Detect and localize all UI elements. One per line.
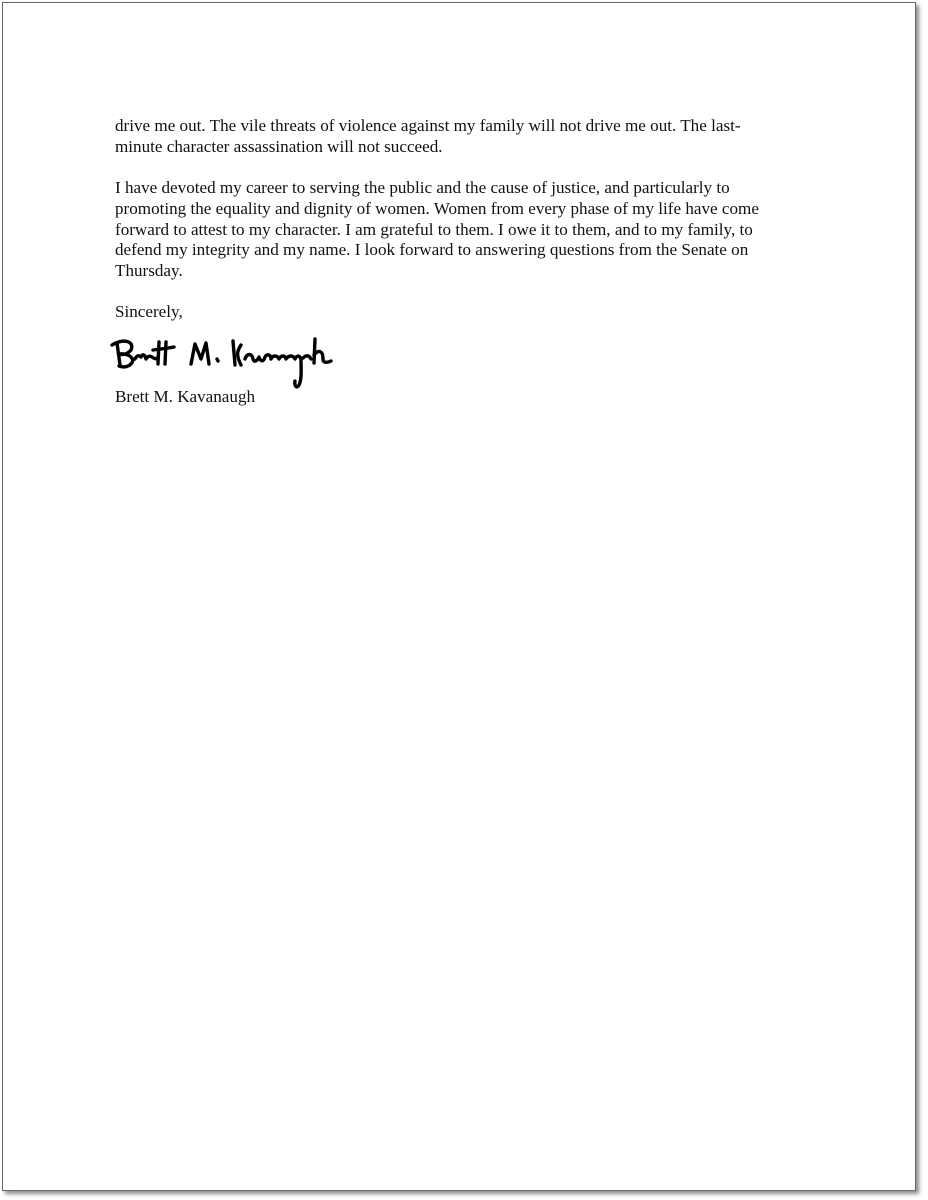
paragraph-line: minute character assassination will not succeed. <box>115 136 443 156</box>
signer-name: Brett M. Kavanaugh <box>115 387 256 406</box>
paragraph-2 <box>115 178 815 282</box>
paragraph-line: drive me out. The vile threats of violence against my family will not drive me out. The last- <box>115 116 741 135</box>
document-page <box>2 2 916 1191</box>
paragraph-1 <box>115 116 815 157</box>
paragraph-line: promoting the equality and dignity of women. Women from every phase of my life have come <box>115 198 759 218</box>
paragraph-line: defend my integrity and my name. I look forward to answering questions from the Senate on <box>115 240 749 260</box>
letter-body <box>115 116 815 323</box>
paragraph-line: Thursday. <box>115 260 183 280</box>
paragraph-line: forward to attest to my character. I am grateful to them. I owe it to them, and to my family, to <box>115 219 753 239</box>
closing: Sincerely, <box>115 302 183 322</box>
paragraph-line: I have devoted my career to serving the public and the cause of justice, and particularly to <box>115 178 730 198</box>
